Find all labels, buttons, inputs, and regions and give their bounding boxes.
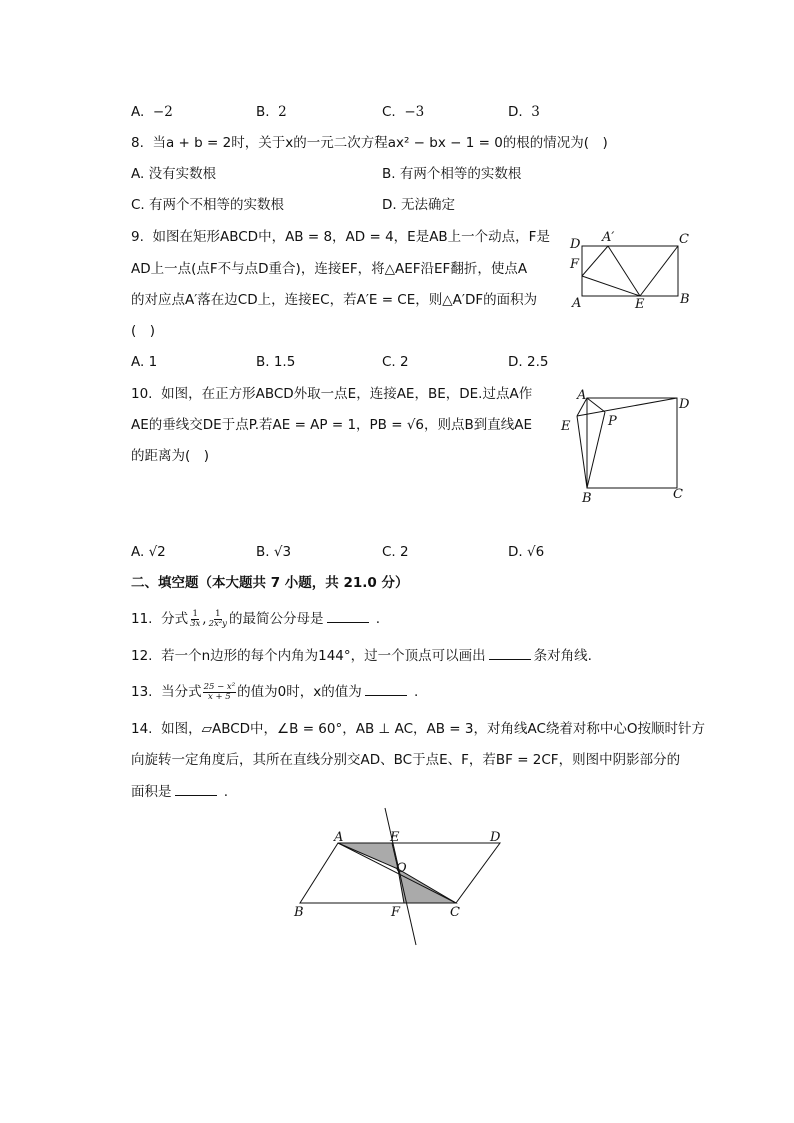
- section-2-title: 二、填空题（本大题共 7 小题，共 21.0 分）: [131, 575, 409, 591]
- q9-option-d: D. 2.5: [508, 354, 549, 370]
- q11-stem: 11. 分式 $\frac{1}{3x}$ , $\frac{1}{\text{2x²y}}$ 的最简公分母是 .: [131, 608, 381, 629]
- q12-stem: 12. 若一个n边形的每个内角为144°，过一个顶点可以画出 条对角线.: [131, 648, 592, 664]
- q7-option-c: C. −3: [382, 104, 425, 120]
- q8-option-c: C. 有两个不相等的实数根: [131, 197, 285, 213]
- q14-label-e: E: [390, 830, 400, 845]
- q9-stem-line1: 9. 如图在矩形ABCD中，AB = 8，AD = 4，E是AB上一个动点，F是: [131, 229, 550, 245]
- q10-option-c: C. 2: [382, 544, 409, 560]
- q10-square-figure: [555, 386, 705, 506]
- q10-label-d: D: [679, 397, 690, 412]
- q7-option-a: A. −2: [131, 104, 173, 120]
- q14-label-a: A: [334, 830, 344, 845]
- q10-stem-line1: 10. 如图，在正方形ABCD外取一点E，连接AE，BE，DE.过点A作: [131, 386, 533, 402]
- q14-label-o: O: [396, 861, 407, 876]
- q14-label-f: F: [391, 905, 401, 920]
- q13-answer-blank[interactable]: [365, 682, 407, 696]
- q13-stem: 13. 当分式 $\frac{\text{25 − x²}}{x + 5}$ 的值为0时，x的值为 .: [131, 681, 419, 702]
- q14-parallelogram-figure: [290, 805, 510, 950]
- q10-option-d: D. √6: [508, 544, 545, 560]
- q11-answer-blank[interactable]: [327, 609, 369, 623]
- q14-stem-line3: 面积是 .: [131, 784, 229, 800]
- q10-option-b: B. √3: [256, 544, 292, 560]
- q9-stem-line4: ( ): [131, 323, 156, 339]
- q14-stem-line2: 向旋转一定角度后，其所在直线分别交AD、BC于点E、F，若BF = 2CF，则图中阴影部分的: [131, 752, 681, 768]
- q9-label-c: C: [679, 232, 689, 247]
- q11-fraction-2: $\frac{1}{\text{2x²y}}$: [208, 608, 227, 629]
- q8-option-b: B. 有两个相等的实数根: [382, 166, 522, 182]
- q9-label-f: F: [570, 257, 580, 272]
- q8-option-d: D. 无法确定: [382, 197, 455, 213]
- q10-label-c: C: [673, 487, 683, 502]
- q8-option-a: A. 没有实数根: [131, 166, 217, 182]
- q9-option-a: A. 1: [131, 354, 158, 370]
- q14-label-d: D: [490, 830, 501, 845]
- q9-label-a: A: [572, 296, 582, 311]
- q9-stem-line2: AD上一点(点F不与点D重合)，连接EF，将△AEF沿EF翻折，使点A: [131, 261, 528, 277]
- q8-stem: 8. 当a + b = 2时，关于x的一元二次方程ax² − bx − 1 = 0的根的情况为( ): [131, 135, 608, 151]
- q9-stem-line3: 的对应点A′落在边CD上，连接EC，若A′E = CE，则△A′DF的面积为: [131, 292, 538, 308]
- q7-option-b: B. 2: [256, 104, 287, 120]
- q10-label-p: P: [608, 414, 617, 429]
- q14-label-c: C: [450, 905, 460, 920]
- q10-label-b: B: [582, 491, 592, 506]
- q9-label-b: B: [680, 292, 690, 307]
- q10-label-a: A: [577, 388, 587, 403]
- q12-answer-blank[interactable]: [489, 646, 531, 660]
- q14-stem-line1: 14. 如图，▱ABCD中，∠B = 60°，AB ⊥ AC，AB = 3，对角线AC绕着对称中心O按顺时针方: [131, 721, 706, 737]
- q10-label-e: E: [561, 419, 571, 434]
- q9-label-e: E: [635, 297, 645, 312]
- q14-label-b: B: [294, 905, 304, 920]
- q14-answer-blank[interactable]: [175, 782, 217, 796]
- q9-label-d: D: [570, 237, 581, 252]
- q10-stem-line3: 的距离为( ): [131, 448, 210, 464]
- q13-fraction: $\frac{\text{25 − x²}}{x + 5}$: [203, 681, 236, 702]
- q11-fraction-1: $\frac{1}{3x}$: [190, 608, 201, 629]
- q9-rectangle-figure: [562, 228, 702, 312]
- q9-option-c: C. 2: [382, 354, 409, 370]
- q10-stem-line2: AE的垂线交DE于点P.若AE = AP = 1，PB = √6，则点B到直线AE: [131, 417, 533, 433]
- q9-label-a-prime: A′: [602, 230, 615, 245]
- q10-option-a: A. √2: [131, 544, 166, 560]
- q9-option-b: B. 1.5: [256, 354, 296, 370]
- q7-option-d: D. 3: [508, 104, 540, 120]
